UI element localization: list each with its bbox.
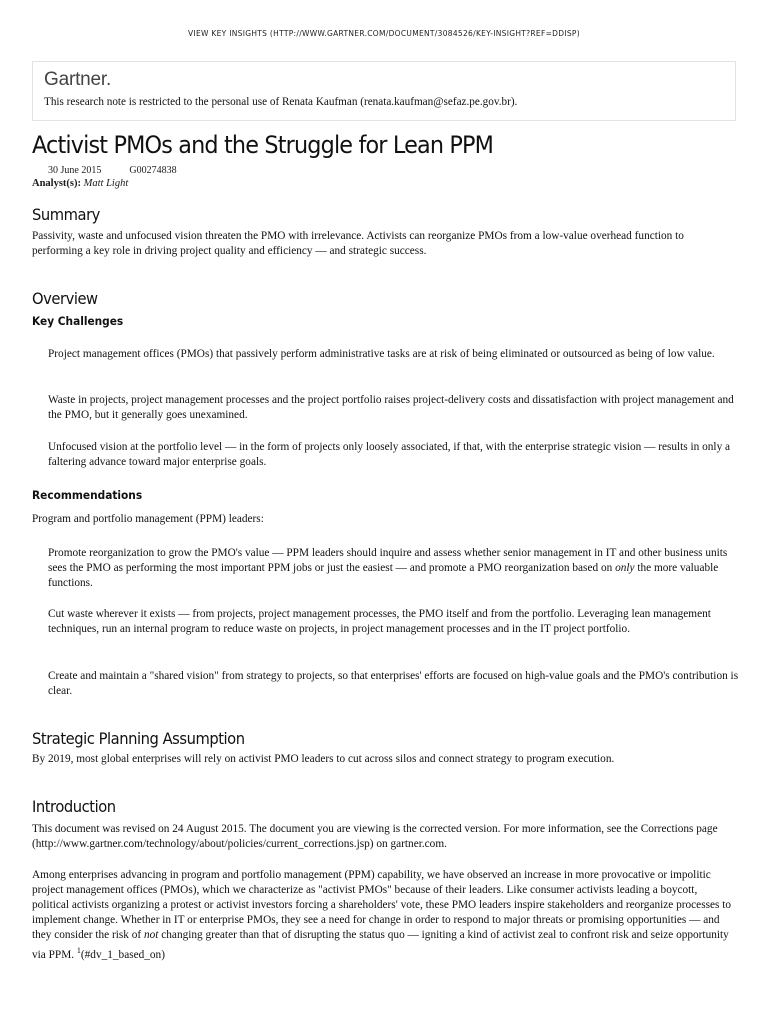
recommendation-item: Cut waste wherever it exists — from projects, project management processes, the PMO itself and from the portfolio. Leveraging lean management techniques, run an internal program to reduce waste on projects, in project management processes and in the IT project portfolio. <box>48 608 711 635</box>
restriction-notice <box>32 61 736 121</box>
gartner-logo: Gartner. <box>44 69 112 90</box>
strategic-planning-heading: Strategic Planning Assumption <box>32 729 245 748</box>
overview-heading: Overview <box>32 289 98 308</box>
recommendation-item: Create and maintain a "shared vision" from strategy to projects, so that enterprises' efforts are focused on high-value goals and the PMO's contribution is clear. <box>48 670 739 697</box>
view-key-insights-link[interactable]: VIEW KEY INSIGHTS (HTTP://WWW.GARTNER.COM/DOCUMENT/3084526/KEY-INSIGHT?REF=DDISP) <box>188 29 580 38</box>
publish-date: 30 June 2015 <box>48 165 102 176</box>
key-challenges-heading: Key Challenges <box>32 314 124 328</box>
footnote-number[interactable]: 1 <box>76 946 81 955</box>
document-meta <box>48 165 177 176</box>
challenge-item: Unfocused vision at the portfolio level — in the form of projects only loosely associated, if that, with the enterprise strategic vision — results in only a faltering advance toward major enterprise goals. <box>48 441 731 468</box>
revision-note: This document was revised on 24 August 2015. The document you are viewing is the corrected version. For more information, see the Corrections page (http://www.gartner.com/technology/about/policies/current_corrections.jsp) on gartner.com. <box>32 823 718 850</box>
summary-text: Passivity, waste and unfocused vision threaten the PMO with irrelevance. Activists can reorganize PMOs from a low-value overhead function to performing a key role in driving project quality and efficiency — and strategic success. <box>32 230 684 257</box>
analyst-line <box>32 178 128 189</box>
document-id: G00274838 <box>129 165 177 176</box>
page-title: Activist PMOs and the Struggle for Lean PPM <box>32 131 494 159</box>
recommendations-intro: Program and portfolio management (PPM) leaders: <box>32 513 264 525</box>
introduction-paragraph: Among enterprises advancing in program and portfolio management (PPM) capability, we have observed an increase in more provocative or impolitic project management offices (PMOs), which we characterize as "activist PMOs" because of their leaders. Like consumer activists leading a boycott, political activists organizing a protest or activist investors forcing a shareholders' vote, these PMO leaders inspire stakeholders and reorganize processes to implement change. Whether in IT or enterprise PMOs, they see a need for change in order to respond to major threats or promising opportunities — and they consider the risk of not changing greater than that of disrupting the status quo — igniting a kind of activist zeal to confront risk and seize opportunity via PPM. $^1$(#dv_1_based_on) <box>32 869 732 961</box>
introduction-heading: Introduction <box>32 797 116 816</box>
challenge-item: Project management offices (PMOs) that passively perform administrative tasks are at risk of being eliminated or outsourced as being of low value. <box>48 348 715 360</box>
summary-heading: Summary <box>32 205 100 224</box>
footnote-link[interactable]: (#dv_1_based_on) <box>80 948 165 961</box>
strategic-planning-text: By 2019, most global enterprises will rely on activist PMO leaders to cut across silos and connect strategy to program execution. <box>32 753 615 765</box>
challenge-item: Waste in projects, project management processes and the project portfolio raises project-delivery costs and dissatisfaction with project management and the PMO, but it generally goes unexamined. <box>48 394 734 421</box>
recommendation-item: Promote reorganization to grow the PMO's value — PPM leaders should inquire and assess whether senior management in IT and other business units sees the PMO as performing the most important PPM jobs or just the easiest — and promote a PMO reorganization based on only the more valuable functions. <box>48 547 728 589</box>
analyst-label: Analyst(s): <box>32 178 81 189</box>
restriction-notice-text: This research note is restricted to the personal use of Renata Kaufman (renata.kaufman@sefaz.pe.gov.br). <box>44 96 518 108</box>
recommendations-heading: Recommendations <box>32 488 143 502</box>
analyst-name[interactable]: Matt Light <box>83 178 129 189</box>
